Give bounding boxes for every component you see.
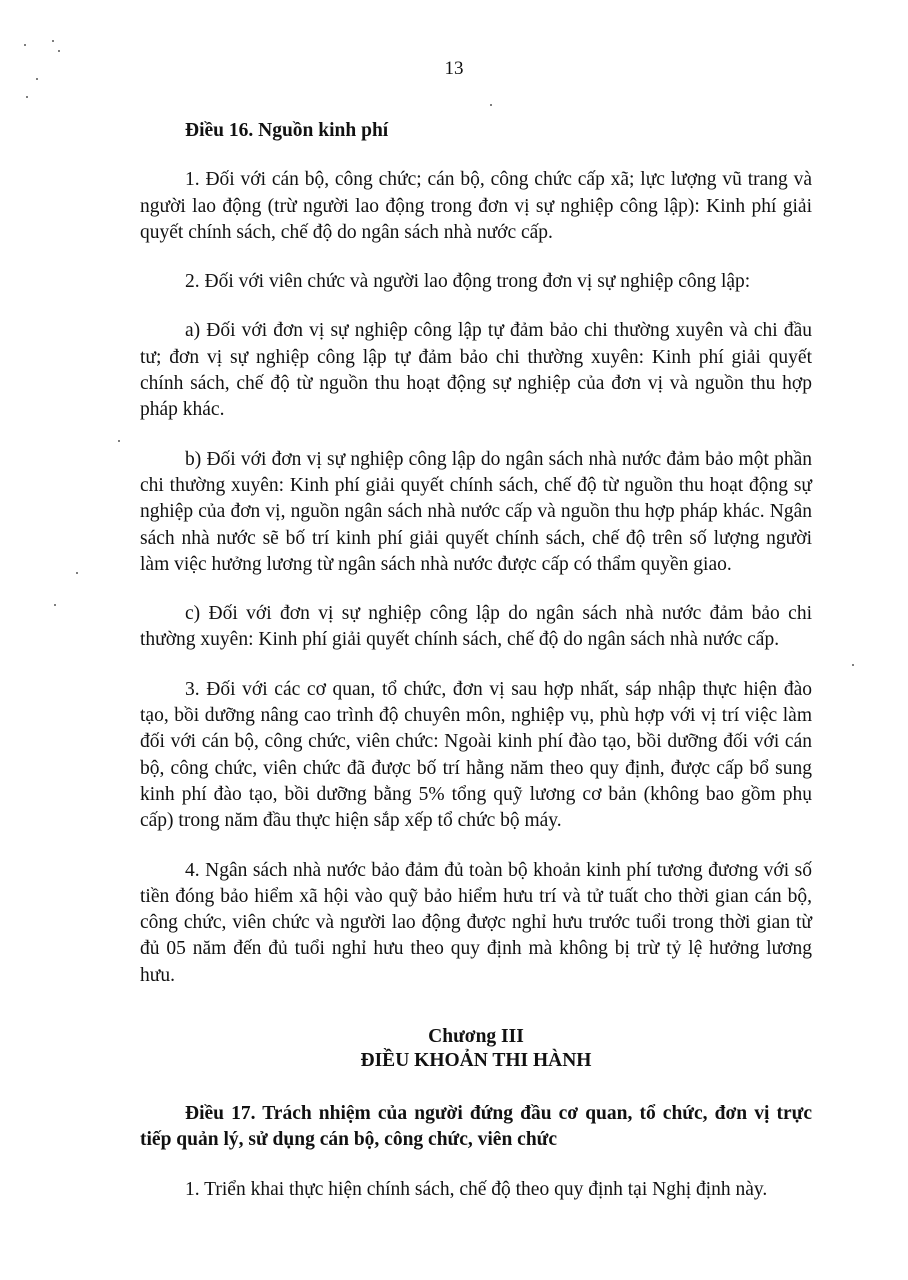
chapter-number: Chương III <box>428 1026 524 1048</box>
chapter-title: ĐIỀU KHOẢN THI HÀNH <box>360 1050 592 1072</box>
scan-speck <box>52 40 54 42</box>
scan-speck <box>76 572 78 574</box>
scan-speck <box>490 104 492 106</box>
article-16-clause-1: 1. Đối với cán bộ, công chức; cán bộ, công chức cấp xã; lực lượng vũ trang và người lao động (trừ người lao động trong đơn vị sự nghiệp công lập): Kinh phí giải quyết chính sách, chế độ do ngân sách nhà nước cấp. <box>140 169 812 243</box>
article-16-heading: Điều 16. Nguồn kinh phí <box>185 120 389 141</box>
article-16-clause-2b: b) Đối với đơn vị sự nghiệp công lập do ngân sách nhà nước đảm bảo một phần chi thường xuyên: Kinh phí giải quyết chính sách, chế độ từ nguồn thu hoạt động sự nghiệp của đơn vị, nguồn ngân sách nhà nước cấp và nguồn thu hợp pháp khác. Ngân sách nhà nước sẽ bố trí kinh phí giải quyết chính sách, chế độ trên số lượng người làm việc hưởng lương từ ngân sách nhà nước được cấp có thẩm quyền giao. <box>140 448 812 575</box>
document-body <box>140 118 812 1203</box>
page-number: 13 <box>444 58 464 79</box>
article-16-clause-3: 3. Đối với các cơ quan, tổ chức, đơn vị sau hợp nhất, sáp nhập thực hiện đào tạo, bồi dưỡng nâng cao trình độ chuyên môn, nghiệp vụ, phù hợp với vị trí việc làm đối với cán bộ, công chức, viên chức: Ngoài kinh phí đào tạo, bồi dưỡng đối với cán bộ, công chức, viên chức đã được bố trí hằng năm theo quy định, được cấp bổ sung kinh phí đào tạo, bồi dưỡng bằng 5% tổng quỹ lương cơ bản (không bao gồm phụ cấp) trong năm đầu thực hiện sắp xếp tổ chức bộ máy. <box>140 678 812 832</box>
scan-speck <box>24 44 26 46</box>
scan-speck <box>118 440 120 442</box>
scan-speck <box>852 664 854 666</box>
article-16-clause-2a: a) Đối với đơn vị sự nghiệp công lập tự đảm bảo chi thường xuyên và chi đầu tư; đơn vị sự nghiệp công lập tự đảm bảo chi thường xuyên: Kinh phí giải quyết chính sách, chế độ từ nguồn thu hoạt động sự nghiệp của đơn vị và nguồn thu hợp pháp khác. <box>140 320 812 421</box>
scan-speck <box>58 50 60 52</box>
article-16-clause-2c: c) Đối với đơn vị sự nghiệp công lập do ngân sách nhà nước đảm bảo chi thường xuyên: Kinh phí giải quyết chính sách, chế độ do ngân sách nhà nước cấp. <box>140 603 812 651</box>
scan-speck <box>54 604 56 606</box>
article-17-clause-1: 1. Triển khai thực hiện chính sách, chế độ theo quy định tại Nghị định này. <box>185 1178 768 1200</box>
scan-speck <box>26 96 28 98</box>
article-17-heading: Điều 17. Trách nhiệm của người đứng đầu cơ quan, tổ chức, đơn vị trực tiếp quản lý, sử dụng cán bộ, công chức, viên chức <box>140 1103 812 1151</box>
article-16-clause-4: 4. Ngân sách nhà nước bảo đảm đủ toàn bộ khoản kinh phí tương đương với số tiền đóng bảo hiểm xã hội vào quỹ bảo hiểm hưu trí và tử tuất cho thời gian cán bộ, công chức, viên chức và người lao động được nghỉ hưu trước tuổi trong thời gian từ đủ 05 năm đến đủ tuổi nghỉ hưu theo quy định mà không bị trừ tỷ lệ hưởng lương hưu. <box>140 859 812 986</box>
article-16-clause-2: 2. Đối với viên chức và người lao động trong đơn vị sự nghiệp công lập: <box>185 271 751 293</box>
